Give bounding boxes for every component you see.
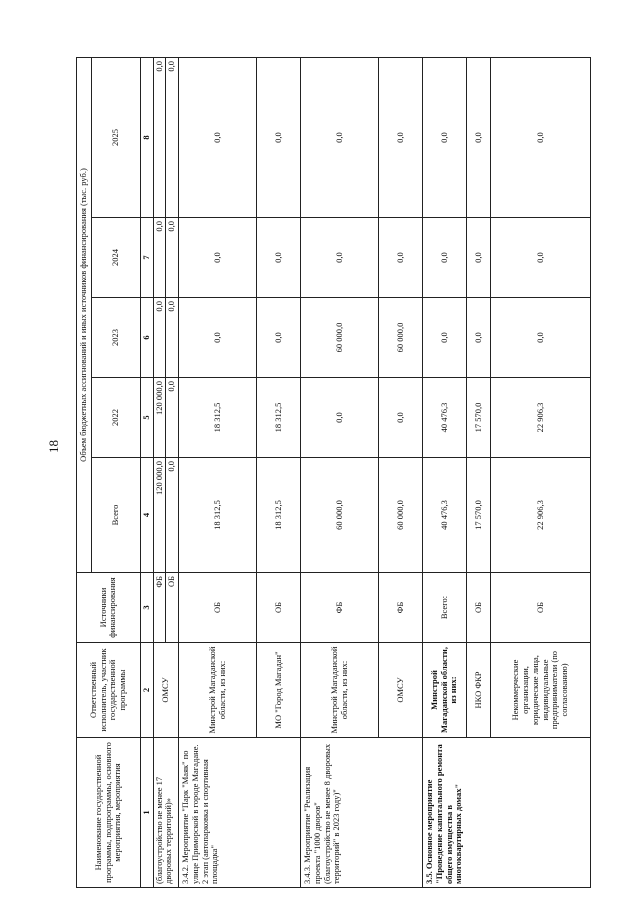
col-number: 8 bbox=[140, 57, 153, 217]
table-cell-2024: 0,0 bbox=[423, 218, 467, 298]
table-cell-total: 18 312,5 bbox=[257, 458, 301, 573]
table-cell-2022: 0,0 bbox=[301, 378, 379, 458]
table-cell-source: ОБ bbox=[179, 573, 257, 643]
financing-table bbox=[76, 57, 591, 888]
table-cell-2025: 0,0 bbox=[166, 57, 179, 217]
header-executor: Ответственный исполнитель, участник государственной программы bbox=[77, 643, 141, 738]
col-number: 5 bbox=[140, 378, 153, 458]
table-cell-2022: 0,0 bbox=[379, 378, 423, 458]
table-cell-total: 0,0 bbox=[166, 458, 179, 573]
table-cell-2025: 0,0 bbox=[153, 57, 166, 217]
table-cell-2025: 0,0 bbox=[467, 57, 491, 217]
table-cell-2025: 0,0 bbox=[301, 57, 379, 217]
header-2025: 2025 bbox=[91, 57, 140, 217]
table-row-name: 3.4.2. Мероприятие "Парк "Маяк" по улице Приморской в городе Магадане. 2 этап (автопарковка и спортивная площадка" bbox=[179, 738, 301, 888]
table-cell-source: ОБ bbox=[467, 573, 491, 643]
table-cell-total: 60 000,0 bbox=[379, 458, 423, 573]
header-source: Источники финансирования bbox=[77, 573, 141, 643]
table-cell-2023: 60 000,0 bbox=[301, 298, 379, 378]
table-cell-total: 18 312,5 bbox=[179, 458, 257, 573]
table-cell-2022: 40 476,3 bbox=[423, 378, 467, 458]
table-cell-2024: 0,0 bbox=[257, 218, 301, 298]
table-cell-2023: 0,0 bbox=[179, 298, 257, 378]
table-cell-2022: 18 312,5 bbox=[179, 378, 257, 458]
table-cell-2022: 120 000,0 bbox=[153, 378, 166, 458]
table-cell-source: ФБ bbox=[153, 573, 166, 643]
header-2022: 2022 bbox=[91, 378, 140, 458]
table-cell-2024: 0,0 bbox=[301, 218, 379, 298]
header-2024: 2024 bbox=[91, 218, 140, 298]
rotated-table-container bbox=[76, 58, 616, 888]
table-cell-total: 17 570,0 bbox=[467, 458, 491, 573]
table-cell-source: ФБ bbox=[301, 573, 379, 643]
table-cell-2024: 0,0 bbox=[491, 218, 591, 298]
page-number: 18 bbox=[46, 440, 61, 453]
table-cell-2022: 22 906,3 bbox=[491, 378, 591, 458]
table-cell-2022: 17 570,0 bbox=[467, 378, 491, 458]
table-cell-2025: 0,0 bbox=[179, 57, 257, 217]
table-cell-source: ОБ bbox=[257, 573, 301, 643]
table-cell-2024: 0,0 bbox=[379, 218, 423, 298]
table-cell-2023: 0,0 bbox=[153, 298, 166, 378]
table-cell-2023: 0,0 bbox=[166, 298, 179, 378]
header-total: Всего bbox=[91, 458, 140, 573]
table-row-executor: НКО ФКР bbox=[467, 643, 491, 738]
header-name: Наименование государственной программы, подпрограммы, основного мероприятия, мероприятия bbox=[77, 738, 141, 888]
table-cell-source: ФБ bbox=[379, 573, 423, 643]
table-cell-2023: 0,0 bbox=[467, 298, 491, 378]
table-cell-total: 40 476,3 bbox=[423, 458, 467, 573]
col-number: 7 bbox=[140, 218, 153, 298]
table-row-name: 3.5. Основное мероприятие "Проведение капитального ремонта общего имущества в многоквартирных домах" bbox=[423, 738, 591, 888]
table-row-executor: ОМСУ bbox=[379, 643, 423, 738]
table-cell-source: ОБ bbox=[491, 573, 591, 643]
table-row-executor: Некоммерческие организации, юридические лица, индивидуальные предприниматели (по согласованию) bbox=[491, 643, 591, 738]
table-row-executor: МО "Город Магадан" bbox=[257, 643, 301, 738]
col-number: 3 bbox=[140, 573, 153, 643]
table-row-executor: ОМСУ bbox=[153, 643, 179, 738]
table-cell-source: Всего: bbox=[423, 573, 467, 643]
table-cell-2023: 0,0 bbox=[491, 298, 591, 378]
col-number: 4 bbox=[140, 458, 153, 573]
table-cell-2025: 0,0 bbox=[257, 57, 301, 217]
col-number: 2 bbox=[140, 643, 153, 738]
table-row-executor: Минстрой Магаданской области, из них: bbox=[423, 643, 467, 738]
col-number: 6 bbox=[140, 298, 153, 378]
table-cell-total: 120 000,0 bbox=[153, 458, 166, 573]
table-cell-2024: 0,0 bbox=[467, 218, 491, 298]
table-cell-total: 60 000,0 bbox=[301, 458, 379, 573]
table-cell-source: ОБ bbox=[166, 573, 179, 643]
table-cell-2024: 0,0 bbox=[179, 218, 257, 298]
table-cell-2022: 0,0 bbox=[166, 378, 179, 458]
table-row-name: (благоустройство не менее 17 дворовых территорий)» bbox=[153, 738, 179, 888]
table-cell-2024: 0,0 bbox=[166, 218, 179, 298]
table-cell-2023: 60 000,0 bbox=[379, 298, 423, 378]
header-financing-volume: Объем бюджетных ассигнований и иных источников финансирования (тыс. руб.) bbox=[77, 57, 92, 572]
table-cell-2025: 0,0 bbox=[423, 57, 467, 217]
table-cell-2023: 0,0 bbox=[257, 298, 301, 378]
table-cell-2023: 0,0 bbox=[423, 298, 467, 378]
table-cell-2025: 0,0 bbox=[379, 57, 423, 217]
col-number: 1 bbox=[140, 738, 153, 888]
table-row-executor: Минстрой Магаданской области, из них: bbox=[301, 643, 379, 738]
table-cell-2022: 18 312,5 bbox=[257, 378, 301, 458]
table-cell-total: 22 906,3 bbox=[491, 458, 591, 573]
table-cell-2024: 0,0 bbox=[153, 218, 166, 298]
table-row-name: 3.4.3. Мероприятие "Реализация проекта "1000 дворов" (благоустройство не менее 8 дворовых территорий" в 2023 году)" bbox=[301, 738, 423, 888]
table-row-executor: Минстрой Магаданской области, из них: bbox=[179, 643, 257, 738]
table-cell-2025: 0,0 bbox=[491, 57, 591, 217]
header-2023: 2023 bbox=[91, 298, 140, 378]
